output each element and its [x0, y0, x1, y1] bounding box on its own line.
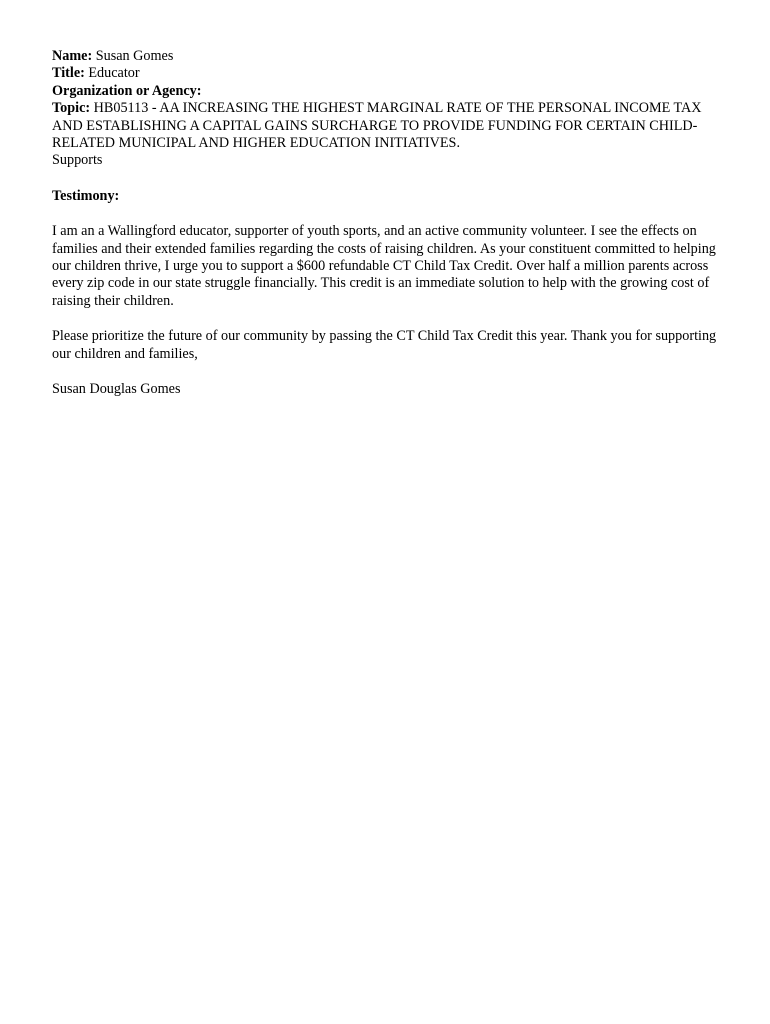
title-label: Title: [52, 65, 85, 82]
closing-paragraph: Please prioritize the future of our community by passing the CT Child Tax Credit this year. Thank you for supporting our children and families, [52, 328, 717, 362]
spacer [52, 310, 720, 328]
spacer [52, 363, 720, 381]
name-label: Name: [52, 48, 93, 64]
name-value: Susan Gomes [92, 48, 174, 64]
signature: Susan Douglas Gomes [52, 381, 181, 398]
spacer [52, 205, 720, 223]
testimony-heading: Testimony: [52, 187, 120, 204]
name-line [52, 48, 720, 65]
spacer [52, 170, 720, 188]
topic-line [52, 100, 720, 152]
topic-label: Topic: [52, 100, 91, 117]
testimony-paragraph: I am an a Wallingford educator, supporter of youth sports, and an active community volunteer. I see the effects on families and their extended families regarding the costs of raising children. As your constituent committed to helping our children thrive, I urge you to support a $600 refundable CT Child Tax Credit. Over half a million parents across every zip code in our state struggle financially. This credit is an immediate solution to help with the growing cost of raising their children. [52, 223, 716, 309]
position-line: Supports [52, 152, 103, 169]
organization-label: Organization or Agency: [52, 82, 202, 99]
topic-value: HB05113 - AA INCREASING THE HIGHEST MARGINAL RATE OF THE PERSONAL INCOME TAX AND ESTABLISHING A CAPITAL GAINS SURCHARGE TO PROVIDE FUNDING FOR CERTAIN CHILD-RELATED MUNICIPAL AND HIGHER EDUCATION INITIATIVES. [52, 100, 702, 152]
title-value: Educator [84, 65, 140, 82]
title-line [52, 65, 720, 82]
testimony-document [52, 48, 720, 399]
organization-line [52, 83, 720, 100]
